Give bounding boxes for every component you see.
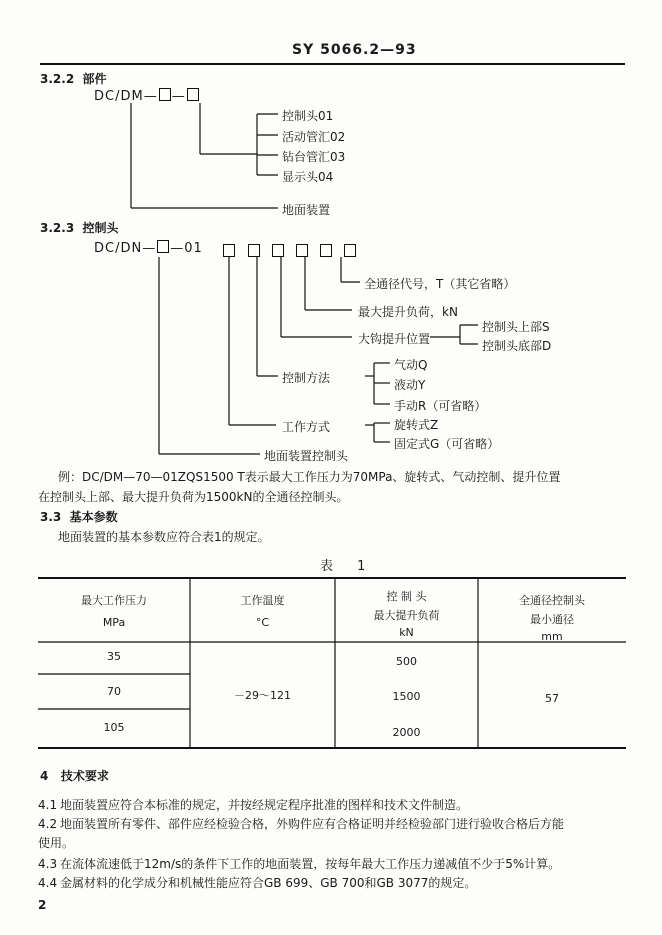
item-number: 4.1 [38, 798, 58, 812]
section-number: 3.2.2 [40, 72, 75, 86]
code-box [248, 244, 260, 257]
load-label: 最大提升负荷，kN [358, 305, 458, 319]
bore-label: 全通径代号，T（其它省略） [364, 277, 516, 291]
base-label: 地面装置 [282, 203, 331, 217]
code-box [223, 244, 235, 257]
requirement-item [38, 855, 560, 872]
bore-cell: 57 [545, 692, 559, 705]
code-box [320, 244, 332, 257]
header-unit: kN [399, 626, 414, 639]
code-box [272, 244, 284, 257]
header-text: 最大工作压力 [81, 594, 147, 607]
base-label: 地面装置控制头 [264, 449, 349, 463]
hook-label: 大钩提升位置 [358, 332, 431, 346]
code-box [157, 240, 169, 253]
code-box [296, 244, 308, 257]
control-method-label: 控制方法 [282, 371, 331, 385]
header-text: 最小通径 [530, 613, 574, 626]
item-number: 4.2 [38, 817, 58, 831]
section-323-heading [40, 219, 119, 236]
load-cell: 1500 [392, 690, 421, 703]
branch-label: 控制头01 [282, 109, 334, 123]
header-text: 最大提升负荷 [373, 609, 440, 622]
branch-label: 钻台管汇03 [282, 150, 346, 164]
section-4-heading [40, 767, 109, 784]
item-number: 4.3 [38, 857, 58, 871]
load-cell: 2000 [392, 726, 421, 739]
control-r-label: 手动R（可省略） [394, 399, 487, 413]
col-header-temperature [190, 592, 335, 629]
section-title: 控制头 [82, 221, 119, 235]
header-unit: MPa [102, 616, 126, 629]
control-head-code [94, 240, 203, 256]
table-title: 表 1 [320, 559, 376, 574]
hook-top-label: 控制头上部S [482, 320, 550, 334]
header-unit: °C [255, 616, 270, 629]
control-q-label: 气动Q [394, 358, 428, 372]
item-text: 在流体流速低于12m/s的条件下工作的地面装置，按每年最大工作压力递减值不少于5%计算。 [60, 857, 561, 871]
hook-bottom-label: 控制头底部D [482, 339, 552, 353]
item-text: 地面装置所有零件、部件应经检验合格，外购件应有合格证明并经检验部门进行验收合格后方能 [60, 817, 565, 831]
branch-label: 活动管汇02 [282, 130, 346, 144]
code-prefix: DC/DN— [94, 241, 157, 256]
header-unit: mm [541, 630, 563, 643]
section-number: 3.3 [40, 510, 62, 524]
example-text: 例：DC/DM—70—01ZQS1500 T表示最大工作压力为70MPa、旋转式、气动控制、提升位置 [58, 470, 561, 484]
header-text: 全通径控制头 [519, 594, 585, 607]
header-text: 工作温度 [240, 594, 285, 607]
header-text: 控 制 头 [386, 590, 427, 603]
load-cell: 500 [396, 655, 417, 668]
standard-number: SY 5066.2—93 [292, 42, 417, 58]
requirement-item [38, 796, 468, 813]
work-g-label: 固定式G（可省略） [394, 437, 500, 451]
code-box-row [222, 241, 357, 260]
item-number: 4.4 [38, 876, 58, 890]
pressure-cell: 105 [103, 721, 125, 734]
work-mode-label: 工作方式 [282, 420, 331, 434]
code-sep: — [171, 89, 186, 104]
item-text: 地面装置应符合本标准的规定，并按经规定程序批准的图样和技术文件制造。 [60, 798, 469, 812]
control-y-label: 液动Y [394, 378, 426, 392]
section-title: 技术要求 [60, 769, 109, 783]
col-header-load [335, 588, 478, 639]
temperature-cell: －29～121 [234, 689, 291, 702]
page-number: 2 [38, 898, 47, 912]
col-header-pressure [38, 592, 190, 629]
pressure-cell: 70 [107, 685, 121, 698]
work-z-label: 旋转式Z [394, 418, 439, 432]
example-text: 在控制头上部、最大提升负荷为1500kN的全通径控制头。 [38, 490, 349, 504]
requirement-item [38, 815, 564, 832]
requirement-item [38, 874, 476, 891]
item-text: 使用。 [38, 836, 75, 850]
item-text: 金属材料的化学成分和机械性能应符合GB 699、GB 700和GB 3077的规定。 [60, 876, 477, 890]
pressure-cell: 35 [107, 650, 121, 663]
code-box [344, 244, 356, 257]
code-mid: —01 [170, 241, 203, 256]
section-33-heading [40, 508, 118, 525]
section-number: 3.2.3 [40, 221, 75, 235]
col-header-bore [478, 592, 626, 643]
section-33-text: 地面装置的基本参数应符合表1的规定。 [58, 530, 270, 544]
section-title: 部件 [82, 72, 107, 86]
code-prefix: DC/DM— [94, 89, 158, 104]
requirement-item [38, 834, 74, 851]
section-title: 基本参数 [69, 510, 118, 524]
branch-label: 显示头04 [282, 170, 334, 184]
section-number: 4 [40, 769, 49, 783]
